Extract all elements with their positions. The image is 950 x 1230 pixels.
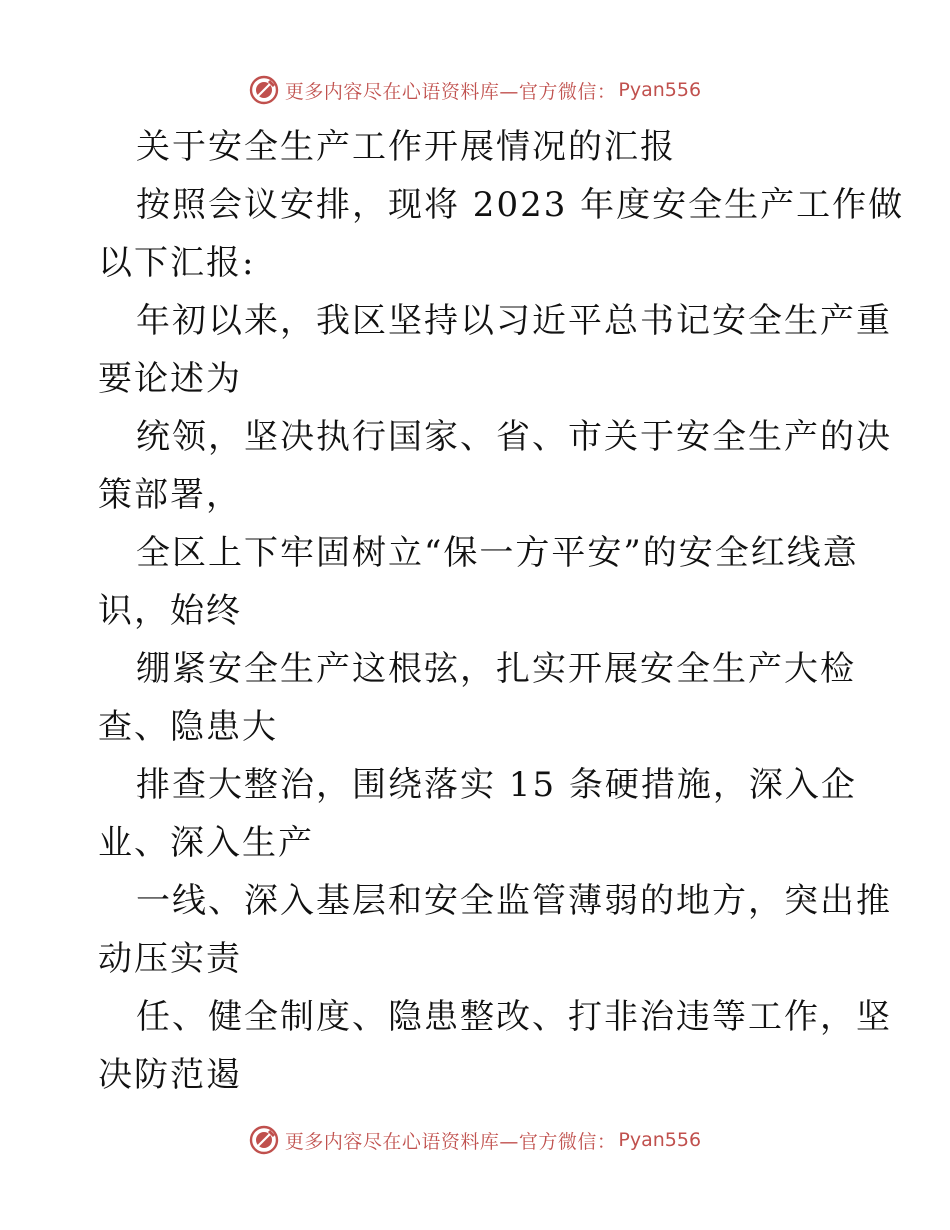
document-title: 关于安全生产工作开展情况的汇报 <box>136 127 676 167</box>
watermark-text: 更多内容尽在心语资料库—官方微信： <box>284 1130 617 1153</box>
text-line: 年初以来，我区坚持以习近平总书记安全生产重 <box>136 301 892 341</box>
document-body <box>98 118 905 1104</box>
watermark-text: 更多内容尽在心语资料库—官方微信： <box>284 80 617 103</box>
watermark-wechat-id: Pyan556 <box>618 79 702 101</box>
text-line: 全区上下牢固树立“保一方平安”的安全红线意 <box>136 533 859 573</box>
text-line: 按照会议安排，现将 2023 年度安全生产工作做 <box>136 185 905 225</box>
text-line: 排查大整治，围绕落实 15 条硬措施，深入企 <box>136 765 857 805</box>
text-line: 识，始终 <box>98 591 242 631</box>
pen-seal-icon <box>249 75 279 105</box>
text-line: 决防范遏 <box>98 1055 242 1095</box>
pen-seal-icon <box>249 1125 279 1155</box>
text-line: 动压实责 <box>98 939 242 979</box>
watermark-wechat-id: Pyan556 <box>618 1129 702 1151</box>
text-line: 任、健全制度、隐患整改、打非治违等工作，坚 <box>136 997 892 1037</box>
text-line: 查、隐患大 <box>98 707 278 747</box>
text-line: 要论述为 <box>98 359 242 399</box>
text-line: 统领，坚决执行国家、省、市关于安全生产的决 <box>136 417 892 457</box>
text-line: 业、深入生产 <box>98 823 314 863</box>
text-line: 绷紧安全生产这根弦，扎实开展安全生产大检 <box>136 649 856 689</box>
watermark-header <box>0 70 950 110</box>
text-line: 一线、深入基层和安全监管薄弱的地方，突出推 <box>136 881 892 921</box>
text-line: 以下汇报: <box>98 243 256 283</box>
watermark-footer <box>0 1120 950 1160</box>
text-line: 策部署， <box>98 475 242 515</box>
